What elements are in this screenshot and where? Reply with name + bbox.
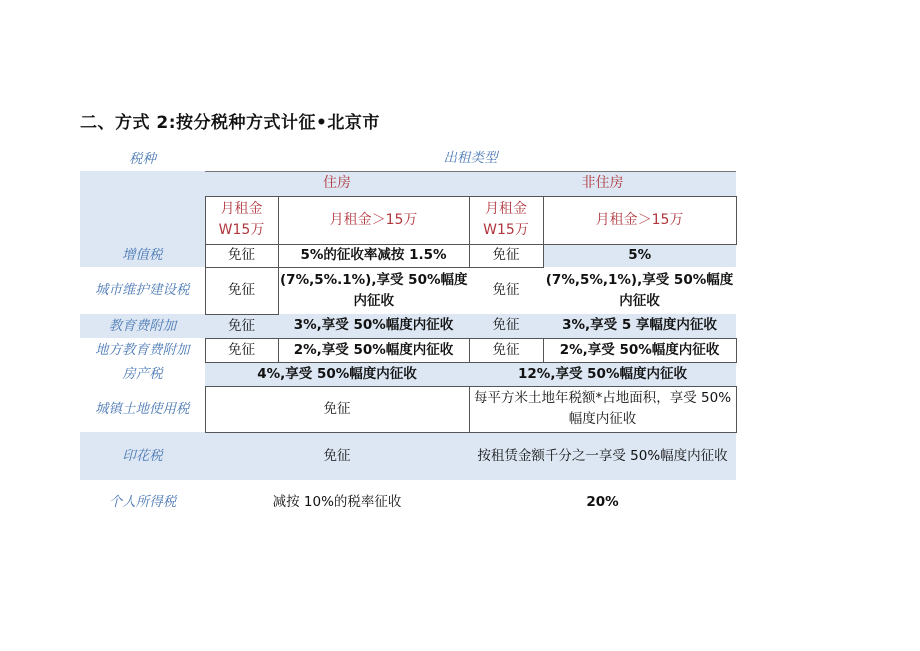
cell: 3%,享受 5 享幅度内征收 xyxy=(543,314,736,338)
cell: 免征 xyxy=(205,432,469,480)
cell: 20% xyxy=(586,494,619,510)
cell: 免征 xyxy=(205,386,469,432)
header-residential: 住房 xyxy=(205,171,469,196)
row-name: 印花税 xyxy=(80,432,205,480)
header-res-rent-gt: 月租金＞15万 xyxy=(278,196,469,244)
header-nonres-rent-le: 月租金W15万 xyxy=(469,196,543,244)
cell: 免征 xyxy=(469,244,543,267)
header-rental-type: 出租类型 xyxy=(205,147,736,171)
cell: 免征 xyxy=(205,338,278,362)
cell: 免征 xyxy=(469,314,543,338)
row-name: 房产税 xyxy=(122,365,163,382)
row-name: 地方教育费附加 xyxy=(95,341,190,358)
cell: 5% xyxy=(543,244,736,267)
row-name: 教育费附加 xyxy=(80,314,205,338)
cell: 每平方米土地年税额*占地面积，享受 50%幅度内征收 xyxy=(469,386,736,432)
header-tax-type: 税种 xyxy=(129,150,156,167)
cell: 免征 xyxy=(205,267,278,314)
cell: 免征 xyxy=(205,244,278,267)
cell: 3%,享受 50%幅度内征收 xyxy=(278,314,469,338)
cell: 免征 xyxy=(205,314,278,338)
row-name: 城镇土地使用税 xyxy=(95,400,190,417)
cell: (7%,5%.1%),享受 50%幅度内征收 xyxy=(280,271,468,309)
tax-table xyxy=(80,147,737,525)
cell: 减按 10%的税率征收 xyxy=(272,494,402,510)
header-res-rent-le: 月租金W15万 xyxy=(205,196,278,244)
cell: (7%,5%,1%),享受 50%幅度内征收 xyxy=(545,271,734,309)
cell: 2%,享受 50%幅度内征收 xyxy=(543,338,736,362)
row-name: 增值税 xyxy=(80,244,205,267)
cell: 免征 xyxy=(492,282,520,299)
cell: 12%,享受 50%幅度内征收 xyxy=(469,362,736,386)
page-title: 二、方式 2:按分税种方式计征•北京市 xyxy=(80,113,380,133)
header-empty xyxy=(80,171,205,244)
header-non-residential: 非住房 xyxy=(469,171,736,196)
cell: 5%的征收率减按 1.5% xyxy=(278,244,469,267)
header-nonres-rent-gt: 月租金＞15万 xyxy=(543,196,736,244)
cell: 2%,享受 50%幅度内征收 xyxy=(278,338,469,362)
cell: 免征 xyxy=(469,338,543,362)
row-name: 城市维护建设税 xyxy=(95,282,190,298)
cell: 按租赁金额千分之一享受 50%幅度内征收 xyxy=(469,432,736,480)
cell: 4%,享受 50%幅度内征收 xyxy=(205,362,469,386)
row-name: 个人所得税 xyxy=(108,494,177,510)
